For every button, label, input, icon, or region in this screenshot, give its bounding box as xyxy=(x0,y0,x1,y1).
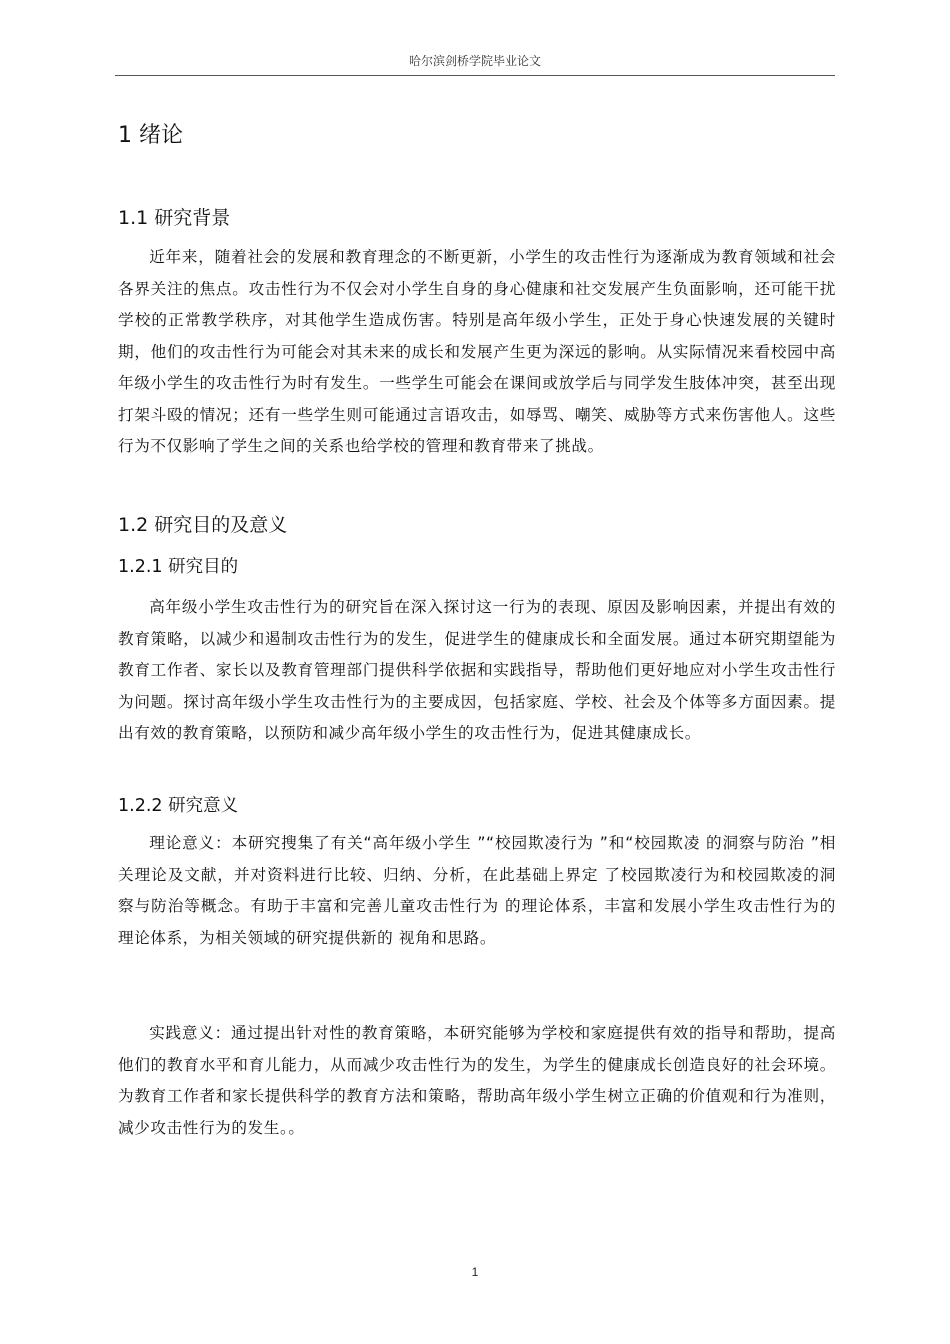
chapter-heading: 1 绪论 xyxy=(118,123,183,148)
page-header: 哈尔滨剑桥学院毕业论文 xyxy=(408,54,541,68)
section-heading-background: 1.1 研究背景 xyxy=(118,207,231,229)
section-heading-purpose-significance: 1.2 研究目的及意义 xyxy=(118,514,288,536)
paragraph-background: 近年来，随着社会的发展和教育理念的不断更新，小学生的攻击性行为逐渐成为教育领域和社会各界关注的焦点。攻击性行为不仅会对小学生自身的身心健康和社交发展产生负面影响，还可能干扰学校的正常教学秩序，对其他学生造成伤害。特别是高年级小学生，正处于身心快速发展的关键时期，他们的攻击性行为可能会对其未来的成长和发展产生更为深远的影响。从实际情况来看校园中高年级小学生的攻击性行为时有发生。一些学生可能会在课间或放学后与同学发生肢体冲突，甚至出现打架斗殴的情况；还有一些学生则可能通过言语攻击，如辱骂、嘲笑、威胁等方式来伤害他人。这些行为不仅影响了学生之间的关系也给学校的管理和教育带来了挑战。 xyxy=(118,248,836,455)
paragraph-practice-significance: 实践意义：通过提出针对性的教育策略，本研究能够为学校和家庭提供有效的指导和帮助，提高他们的教育水平和育儿能力，从而减少攻击性行为的发生，为学生的健康成长创造良好的社会环境。为教育工作者和家长提供科学的教育方法和策略，帮助高年级小学生树立正确的价值观和行为准则，减少攻击性行为的发生。。 xyxy=(118,1024,836,1137)
header-divider xyxy=(115,75,835,76)
paragraph-theory-significance: 理论意义：本研究搜集了有关“高年级小学生 ”“校园欺凌行为 ”和“校园欺凌 的洞察与防治 ”相关理论及文献，并对资料进行比较、归纳、分析，在此基础上界定 了校园欺凌行为和校园欺凌的洞察与防治等概念。有助于丰富和完善儿童攻击性行为 的理论体系，丰富和发展小学生攻击性行为的理论体系，为相关领域的研究提供新的 视角和思路。 xyxy=(118,834,836,947)
page-number: 1 xyxy=(471,1265,479,1279)
paragraph-purpose: 高年级小学生攻击性行为的研究旨在深入探讨这一行为的表现、原因及影响因素，并提出有效的教育策略，以减少和遏制攻击性行为的发生，促进学生的健康成长和全面发展。通过本研究期望能为教育工作者、家长以及教育管理部门提供科学依据和实践指导，帮助他们更好地应对小学生攻击性行为问题。探讨高年级小学生攻击性行为的主要成因，包括家庭、学校、社会及个体等多方面因素。提出有效的教育策略，以预防和减少高年级小学生的攻击性行为，促进其健康成长。 xyxy=(118,598,836,742)
subsection-heading-purpose: 1.2.1 研究目的 xyxy=(118,557,239,577)
subsection-heading-significance: 1.2.2 研究意义 xyxy=(118,796,239,816)
